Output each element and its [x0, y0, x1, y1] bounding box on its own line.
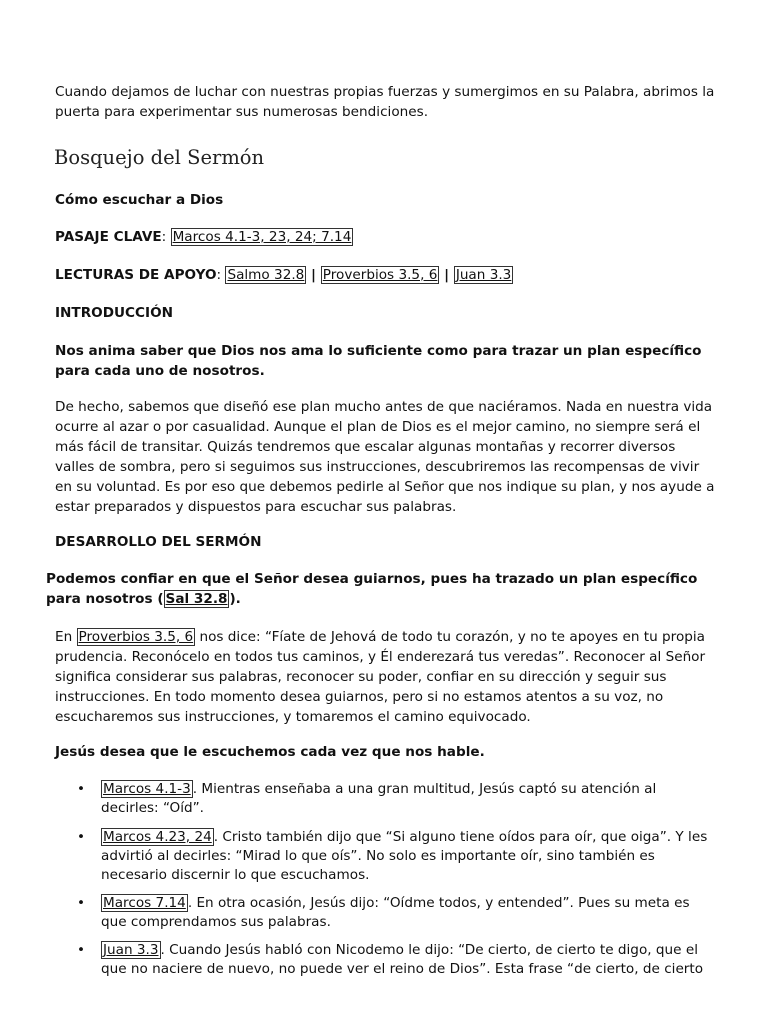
list-item	[55, 894, 716, 932]
key-passage-label: PASAJE CLAVE	[55, 229, 162, 245]
bullet-dot: •	[77, 829, 86, 845]
bullet-text: . Cuando Jesús habló con Nicodemo le dijo: “De cierto, de cierto te digo, que el que no naciere de nuevo, no puede ver el reino de Dios”. Esta frase “de cierto, de cierto	[101, 942, 704, 977]
supporting-readings-label: LECTURAS DE APOYO	[55, 267, 217, 283]
bullet-text: . En otra ocasión, Jesús dijo: “Oídme todos, y entended”. Pues su meta es que comprendamos sus palabras.	[101, 895, 690, 930]
sermon-subtitle: Cómo escuchar a Dios	[55, 192, 224, 208]
reading-link-proverbios[interactable]: Proverbios 3.5, 6	[322, 267, 438, 283]
bullet-dot: •	[77, 895, 86, 911]
development-body-text: nos dice: “Fíate de Jehová de todo tu corazón, y no te apoyes en tu propia prudencia. Reconócelo en todos tus caminos, y Él enderezará tus veredas”. Reconocer al Señor significa considerar sus palabras, reconocer su poder, confiar en su dirección y seguir sus instrucciones. En todo momento desea guiarnos, pero si no estamos atentos a su voz, no escucharemos sus instrucciones, y tomaremos el camino equivocado.	[55, 629, 706, 725]
introduction-heading: INTRODUCCIÓN	[55, 305, 173, 321]
list-item	[55, 780, 716, 818]
listen-heading: Jesús desea que le escuchemos cada vez que nos hable.	[55, 744, 485, 760]
supporting-readings	[55, 265, 716, 285]
development-point	[46, 569, 716, 609]
bullet-dot: •	[77, 942, 86, 958]
development-point-link[interactable]: Sal 32.8	[165, 591, 228, 607]
supporting-readings-sep: :	[216, 267, 226, 283]
bullet-text: . Cristo también dijo que “Si alguno tiene oídos para oír, que oiga”. Y les advirtió al decirles: “Mirad lo que oís”. No solo es importante oír, sino también es necesario discernir lo que escuchamos.	[101, 829, 708, 883]
reading-divider: |	[306, 267, 321, 283]
development-heading: DESARROLLO DEL SERMÓN	[55, 534, 262, 550]
bullet-dot: •	[77, 781, 86, 797]
introduction-bold: Nos anima saber que Dios nos ama lo suficiente como para trazar un plan específico para cada uno de nosotros.	[55, 343, 702, 379]
list-item	[55, 828, 716, 885]
reading-link-juan[interactable]: Juan 3.3	[455, 267, 512, 283]
development-body-link[interactable]: Proverbios 3.5, 6	[78, 629, 194, 645]
bullet-link[interactable]: Marcos 4.23, 24	[103, 829, 212, 845]
development-body-start: En	[55, 629, 77, 645]
intro-paragraph: Cuando dejamos de luchar con nuestras propias fuerzas y sumergimos en su Palabra, abrimos la puerta para experimentar sus numerosas bendiciones.	[55, 84, 715, 120]
development-body	[55, 627, 716, 727]
introduction-body: De hecho, sabemos que diseñó ese plan mucho antes de que naciéramos. Nada en nuestra vida ocurre al azar o por casualidad. Aunque el plan de Dios es el mejor camino, no siempre será el más fácil de transitar. Quizás tendremos que escalar algunas montañas y recorrer diversos valles de sombra, pero si seguimos sus instrucciones, descubriremos las recompensas de vivir en su voluntad. Es por eso que debemos pedirle al Señor que nos indique su plan, y nos ayude a estar preparados y dispuestos para escuchar sus palabras.	[55, 399, 715, 515]
key-passage-link[interactable]: Marcos 4.1-3, 23, 24; 7.14	[172, 229, 352, 245]
bullet-link[interactable]: Marcos 7.14	[103, 895, 186, 911]
page-title: Bosquejo del Sermón	[54, 146, 265, 169]
key-passage-sep: :	[161, 229, 171, 245]
development-point-end: ).	[229, 591, 241, 607]
list-item	[55, 941, 716, 979]
reading-link-salmo[interactable]: Salmo 32.8	[227, 267, 305, 283]
bullet-link[interactable]: Juan 3.3	[103, 942, 159, 958]
development-point-text: Podemos confiar en que el Señor desea guiarnos, pues ha trazado un plan específico para nosotros (	[46, 571, 698, 607]
bullet-text: . Mientras enseñaba a una gran multitud, Jesús captó su atención al decirles: “Oíd”.	[101, 781, 657, 816]
bullet-link[interactable]: Marcos 4.1-3	[103, 781, 191, 797]
key-passage	[55, 227, 716, 247]
reading-divider: |	[439, 267, 454, 283]
